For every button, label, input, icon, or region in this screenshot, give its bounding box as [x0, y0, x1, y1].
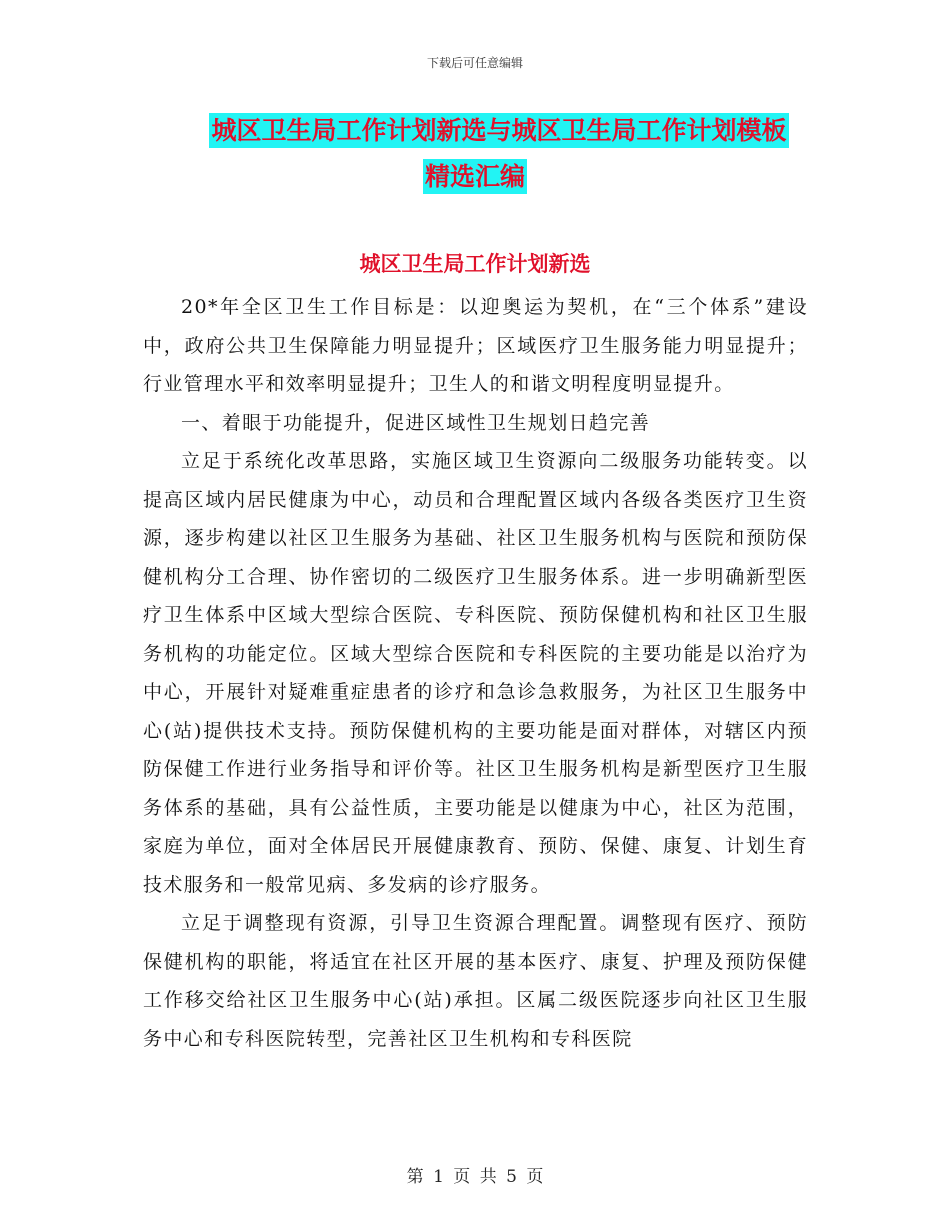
- paragraph: 立足于调整现有资源，引导卫生资源合理配置。调整现有医疗、预防保健机构的职能，将适宜在社区开展的基本医疗、康复、护理及预防保健工作移交给社区卫生服务中心(站)承担。区属二级医院逐步向社区卫生服务中心和专科医院转型，完善社区卫生机构和专科医院: [143, 912, 808, 1050]
- document-title-line1: 城区卫生局工作计划新选与城区卫生局工作计划模板: [209, 113, 788, 148]
- document-body: [143, 288, 808, 1058]
- paragraph: 20*年全区卫生工作目标是：以迎奥运为契机，在“三个体系”建设中，政府公共卫生保障能力明显提升；区域医疗卫生服务能力明显提升；行业管理水平和效率明显提升；卫生人的和谐文明程度明显提升。: [143, 296, 808, 395]
- paragraph: 立足于系统化改革思路，实施区域卫生资源向二级服务功能转变。以提高区域内居民健康为中心，动员和合理配置区域内各级各类医疗卫生资源，逐步构建以社区卫生服务为基础、社区卫生服务机构与医院和预防保健机构分工合理、协作密切的二级医疗卫生服务体系。进一步明确新型医疗卫生体系中区域大型综合医院、专科医院、预防保健机构和社区卫生服务机构的功能定位。区域大型综合医院和专科医院的主要功能是以治疗为中心，开展针对疑难重症患者的诊疗和急诊急救服务，为社区卫生服务中心(站)提供技术支持。预防保健机构的主要功能是面对群体，对辖区内预防保健工作进行业务指导和评价等。社区卫生服务机构是新型医疗卫生服务体系的基础，具有公益性质，主要功能是以健康为中心，社区为范围，家庭为单位，面对全体居民开展健康教育、预防、保健、康复、计划生育技术服务和一般常见病、多发病的诊疗服务。: [143, 450, 808, 896]
- document-title: [0, 108, 950, 200]
- page-number-footer: 第 1 页 共 5 页: [406, 1167, 544, 1187]
- header-note: 下载后可任意编辑: [426, 56, 523, 70]
- document-title-line2: 精选汇编: [423, 159, 527, 194]
- paragraph-heading: 一、着眼于功能提升，促进区域性卫生规划日趋完善: [181, 411, 651, 434]
- section-title: 城区卫生局工作计划新选: [359, 252, 591, 276]
